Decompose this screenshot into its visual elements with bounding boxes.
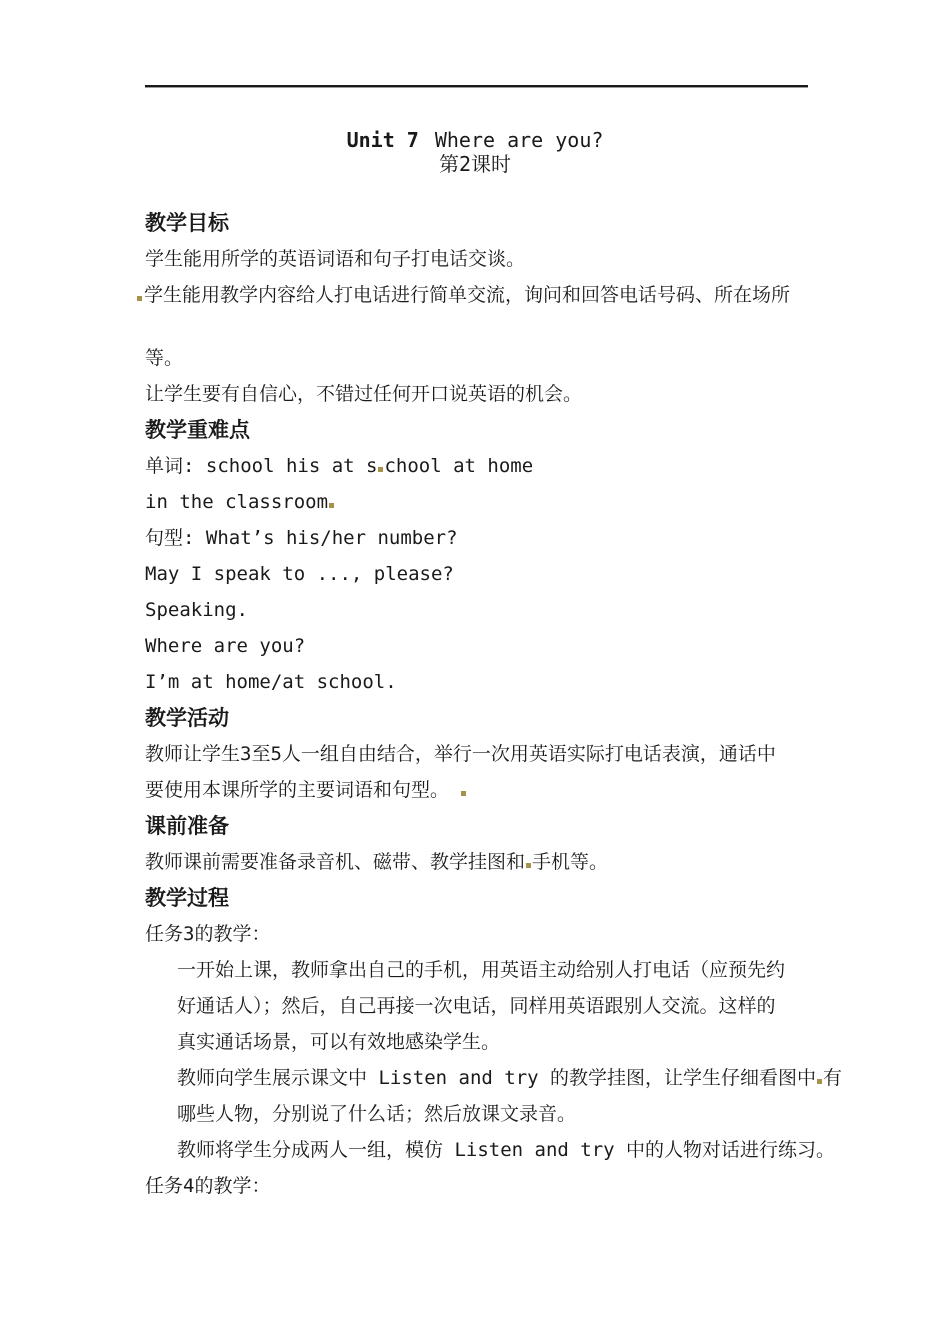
objective-line-2-tail: 等。 [145,347,184,369]
document-subtitle: 第2课时 [438,152,512,176]
heading-teaching-activities: 教学活动 [145,706,229,730]
annotation-dot-icon [329,503,334,508]
paragraph2-line-1 [145,1060,843,1096]
document-body [0,176,950,1204]
preparation-part-1: 教师课前需要准备录音机、磁带、教学挂图和 [145,851,526,873]
objective-line-2 [145,277,820,313]
annotation-dot-icon [817,1079,822,1084]
pattern-line-5: I’m at home/at school. [145,671,397,693]
words-part-2: chool at home [384,455,534,477]
paragraph1-line-1: 一开始上课，教师拿出自己的手机，用英语主动给别人打电话（应预先约 [177,959,786,981]
annotation-dot-icon [378,467,383,472]
heading-key-points: 教学重难点 [145,418,250,442]
pattern-line-1: 句型: What’s his/her number? [145,527,458,549]
annotation-dot-icon [137,296,142,301]
task3-label: 任务3的教学： [145,923,271,945]
document-title [0,128,950,152]
preparation-part-2: 手机等。 [532,851,609,873]
objective-line-1: 学生能用所学的英语词语和句子打电话交谈。 [145,248,526,270]
heading-teaching-objectives: 教学目标 [145,211,229,235]
pattern-line-2: May I speak to ..., please? [145,563,454,585]
title-unit-label: Unit 7 [346,128,419,152]
words-line-1 [145,448,820,484]
paragraph2-line-2: 哪些人物，分别说了什么话；然后放课文录音。 [177,1103,577,1125]
paragraph2-part-2: 有 [823,1067,843,1089]
heading-teaching-process: 教学过程 [145,886,229,910]
activity-line-2 [145,772,820,808]
activity-line-1: 教师让学生3至5人一组自由结合，举行一次用英语实际打电话表演，通话中 [145,743,776,765]
pattern-line-4: Where are you? [145,635,306,657]
objective-line-2-text: 学生能用教学内容给人打电话进行简单交流，询问和回答电话号码、所在场所 [144,284,791,306]
paragraph1-line-2: 好通话人）；然后，自己再接一次电话，同样用英语跟别人交流。这样的 [177,995,776,1017]
paragraph1-line-3: 真实通话场景，可以有效地感染学生。 [177,1031,501,1053]
objective-line-3: 让学生要有自信心，不错过任何开口说英语的机会。 [145,383,583,405]
paragraph3-line-1: 教师将学生分成两人一组，模仿 Listen and try 中的人物对话进行练习。 [177,1139,836,1161]
title-block [0,0,950,176]
pattern-line-3: Speaking. [145,599,248,621]
preparation-line [145,844,820,880]
header-rule [145,85,808,88]
words-line-2 [145,484,820,520]
task4-label: 任务4的教学： [145,1175,271,1197]
paragraph2-part-1: 教师向学生展示课文中 Listen and try 的教学挂图，让学生仔细看图中 [177,1067,817,1089]
annotation-dot-icon [526,863,531,868]
title-unit-name: Where are you? [434,128,604,152]
words-line-2-text: in the classroom [145,491,329,513]
heading-class-preparation: 课前准备 [145,814,229,838]
activity-line-2-text: 要使用本课所学的主要词语和句型。 [145,779,450,801]
annotation-dot-icon [461,791,466,796]
words-part-1: 单词: school his at s [145,455,378,477]
